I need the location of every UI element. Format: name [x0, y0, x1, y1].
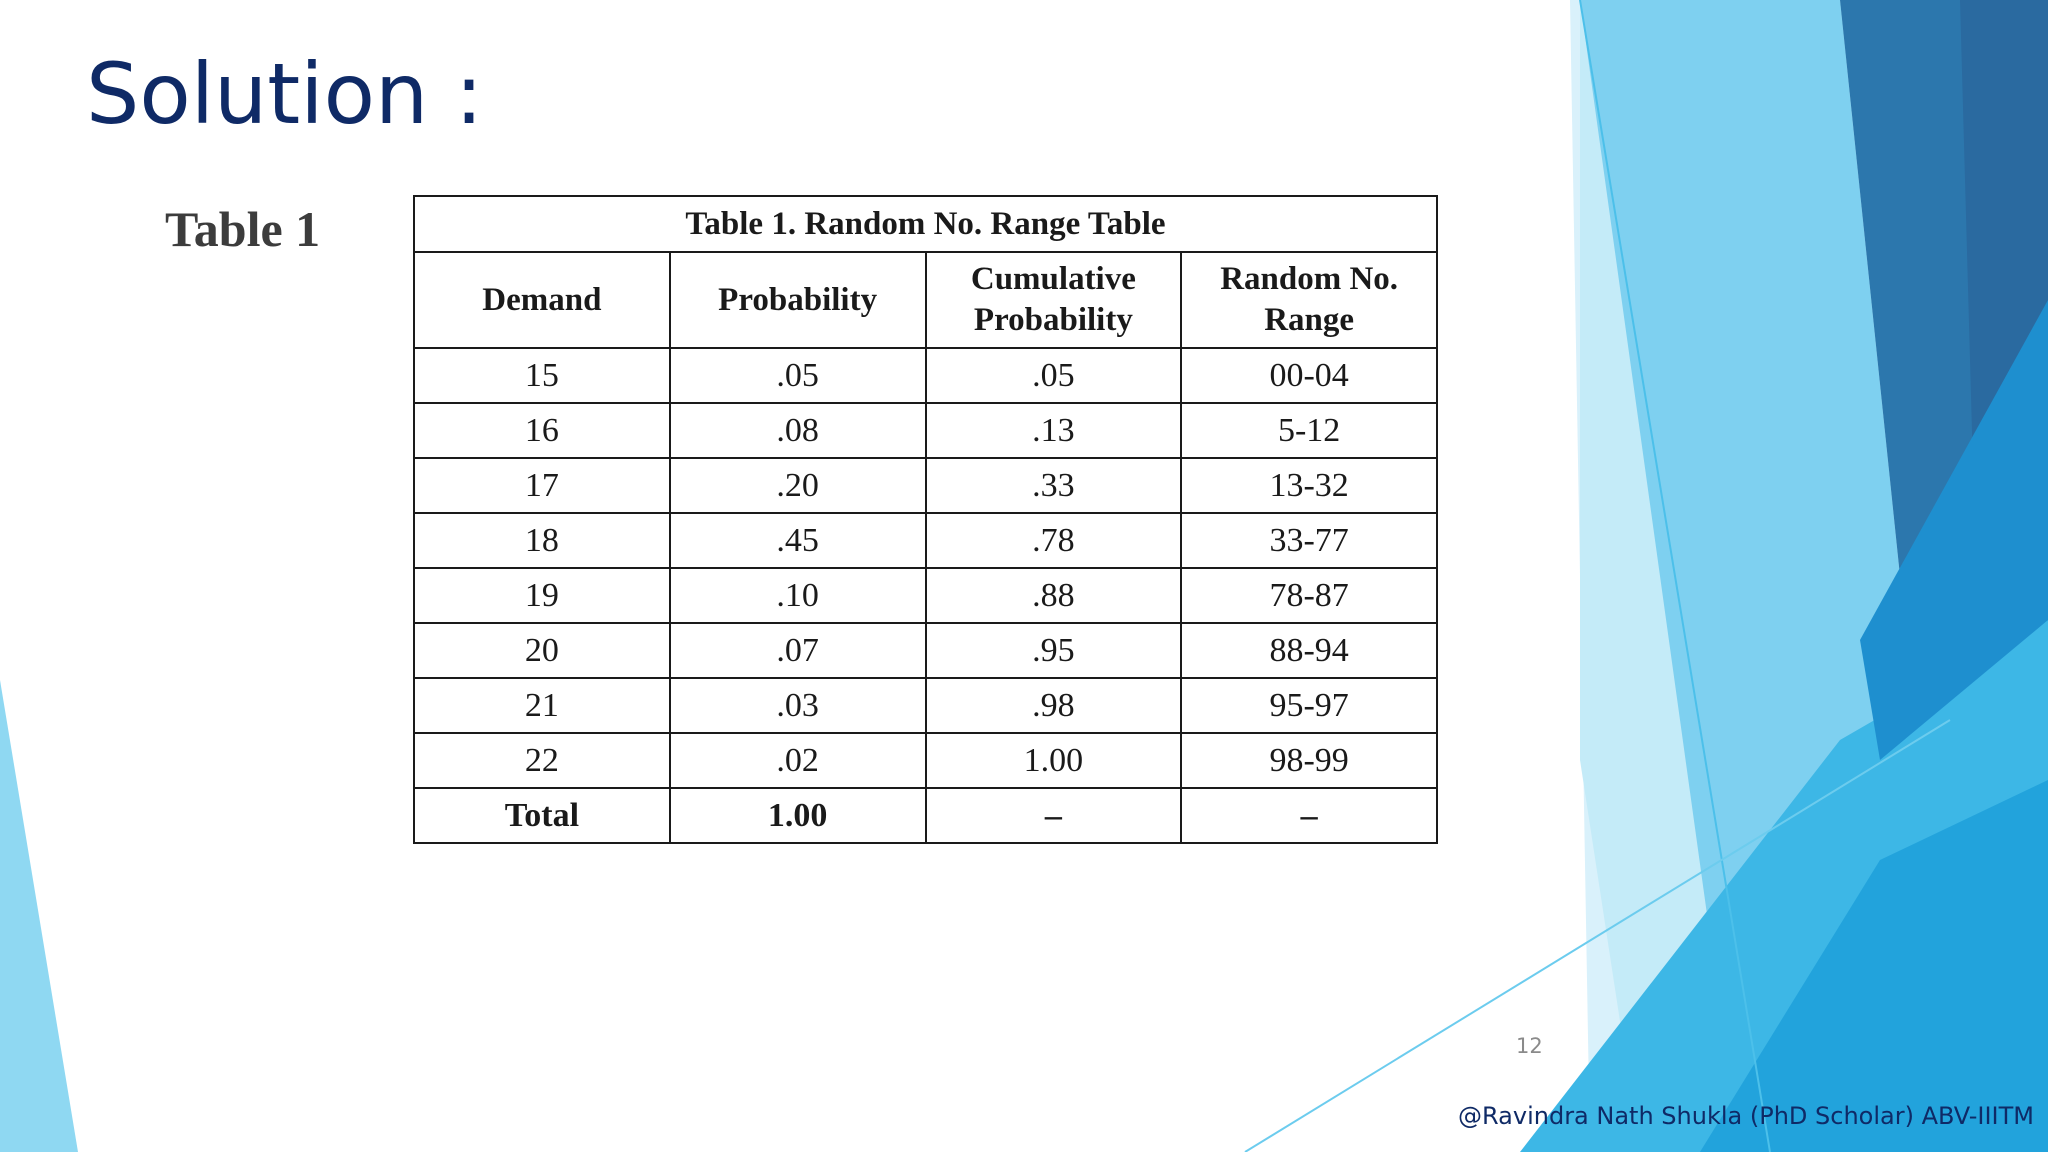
table-row — [414, 403, 1437, 458]
table-row — [414, 678, 1437, 733]
total-probability: 1.00 — [670, 788, 926, 843]
header-range-line2: Range — [1264, 302, 1355, 338]
cell-probability: .07 — [670, 623, 926, 678]
random-number-range-table — [413, 195, 1438, 844]
header-cumulative-probability — [926, 252, 1182, 348]
table-row — [414, 568, 1437, 623]
table-label: Table 1 — [165, 201, 321, 257]
cell-range: 13-32 — [1181, 458, 1437, 513]
cell-cumulative: .95 — [926, 623, 1182, 678]
total-range: – — [1181, 788, 1437, 843]
table-caption-row — [414, 196, 1437, 252]
slide-title: Solution : — [86, 45, 484, 143]
cell-demand: 18 — [414, 513, 670, 568]
cell-demand: 16 — [414, 403, 670, 458]
cell-demand: 21 — [414, 678, 670, 733]
table-total-row — [414, 788, 1437, 843]
cell-range: 95-97 — [1181, 678, 1437, 733]
cell-cumulative: .78 — [926, 513, 1182, 568]
table-row — [414, 348, 1437, 403]
total-cumulative: – — [926, 788, 1182, 843]
cell-probability: .20 — [670, 458, 926, 513]
table-header-row — [414, 252, 1437, 348]
cell-cumulative: .13 — [926, 403, 1182, 458]
cell-range: 88-94 — [1181, 623, 1437, 678]
cell-range: 00-04 — [1181, 348, 1437, 403]
cell-probability: .05 — [670, 348, 926, 403]
header-demand: Demand — [414, 252, 670, 348]
cell-range: 33-77 — [1181, 513, 1437, 568]
header-range-line1: Random No. — [1220, 261, 1399, 297]
cell-range: 78-87 — [1181, 568, 1437, 623]
cell-demand: 22 — [414, 733, 670, 788]
table-caption: Table 1. Random No. Range Table — [414, 196, 1437, 252]
header-probability: Probability — [670, 252, 926, 348]
cell-demand: 17 — [414, 458, 670, 513]
total-label: Total — [414, 788, 670, 843]
header-random-range — [1181, 252, 1437, 348]
header-cumulative-line1: Cumulative — [970, 261, 1136, 297]
cell-demand: 19 — [414, 568, 670, 623]
table-row — [414, 623, 1437, 678]
cell-demand: 15 — [414, 348, 670, 403]
cell-cumulative: 1.00 — [926, 733, 1182, 788]
cell-demand: 20 — [414, 623, 670, 678]
header-cumulative-line2: Probability — [973, 302, 1133, 338]
author-footer: @Ravindra Nath Shukla (PhD Scholar) ABV-IIITM — [1458, 1102, 2034, 1130]
cell-probability: .08 — [670, 403, 926, 458]
cell-range: 5-12 — [1181, 403, 1437, 458]
cell-range: 98-99 — [1181, 733, 1437, 788]
page-number: 12 — [1516, 1034, 1543, 1058]
cell-cumulative: .98 — [926, 678, 1182, 733]
cell-probability: .02 — [670, 733, 926, 788]
cell-cumulative: .88 — [926, 568, 1182, 623]
cell-cumulative: .33 — [926, 458, 1182, 513]
table-row — [414, 513, 1437, 568]
cell-probability: .03 — [670, 678, 926, 733]
cell-probability: .10 — [670, 568, 926, 623]
cell-cumulative: .05 — [926, 348, 1182, 403]
table-row — [414, 458, 1437, 513]
cell-probability: .45 — [670, 513, 926, 568]
table-row — [414, 733, 1437, 788]
left-accent-shape — [0, 680, 78, 1152]
